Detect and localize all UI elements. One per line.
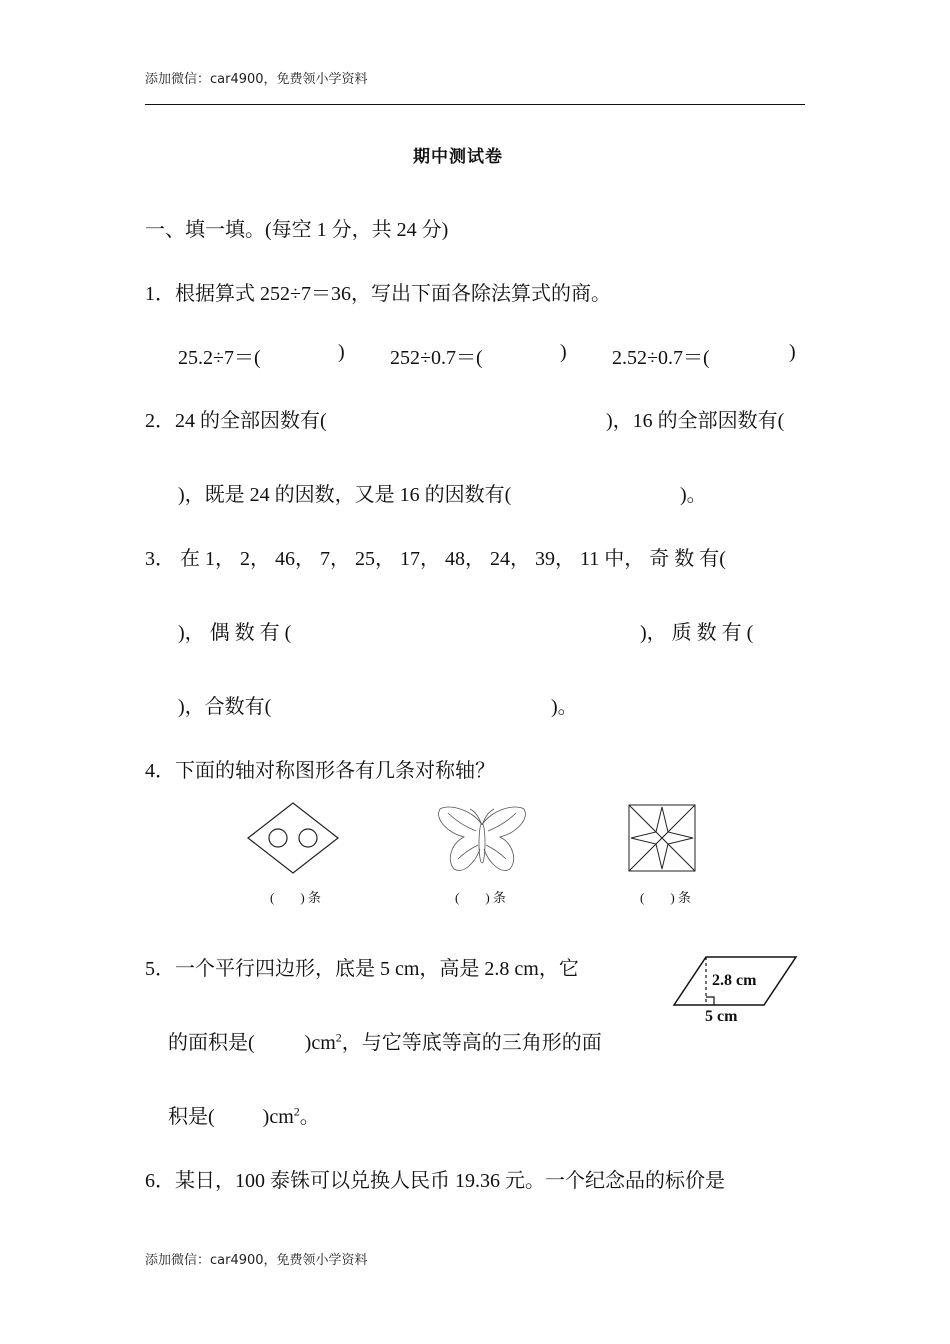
parallelogram-base-label: 5 cm — [705, 1008, 738, 1025]
q1-expr-a-close: ) — [338, 341, 345, 363]
q1-expr-a: 25.2÷7＝( — [178, 347, 261, 369]
q3-line2-b: )， 质 数 有 ( — [640, 622, 754, 644]
q4-caption-3: ( ) 条 — [640, 890, 691, 905]
parallelogram-height-label: 2.8 cm — [712, 972, 757, 989]
q4-caption-2: ( ) 条 — [455, 890, 506, 905]
q3-line2-a: )， 偶 数 有 ( — [178, 622, 292, 644]
q2-line2-b: )。 — [680, 484, 707, 506]
q4-text: 4．下面的轴对称图形各有几条对称轴？ — [145, 760, 495, 782]
q5-line3-a: 积是( — [168, 1106, 215, 1128]
q3-line3-a: )，合数有( — [178, 696, 272, 718]
q2-line1-a: 2．24 的全部因数有( — [145, 410, 327, 432]
q3-line1: 3． 在 1， 2， 46， 7， 25， 17， 48， 24， 39， 11 中， 奇 数 有( — [145, 548, 726, 570]
q4-caption-1: ( ) 条 — [270, 890, 321, 905]
section-heading: 一、填一填。(每空 1 分，共 24 分) — [145, 219, 449, 241]
rhombus-figure — [245, 800, 341, 876]
q1-expr-b-close: ) — [560, 341, 567, 363]
header-rule — [145, 104, 805, 105]
q5-line1: 5．一个平行四边形，底是 5 cm，高是 2.8 cm，它 — [145, 958, 579, 980]
q3-line3-b: )。 — [551, 696, 578, 718]
q2-line2-a: )，既是 24 的因数，又是 16 的因数有( — [178, 484, 512, 506]
q5-line3 — [168, 1100, 320, 1129]
page-title: 期中测试卷 — [413, 147, 503, 167]
butterfly-figure — [436, 803, 528, 879]
q6-line1: 6．某日，100 泰铢可以兑换人民币 19.36 元。一个纪念品的标价是 — [145, 1170, 725, 1192]
square-star-figure — [627, 803, 697, 873]
q5-line2-c: ，与它等底等高的三角形的面 — [341, 1032, 602, 1054]
q1-text: 1．根据算式 252÷7＝36，写出下面各除法算式的商。 — [145, 283, 611, 305]
q5-line3-sup: 2 — [293, 1104, 300, 1119]
q1-expr-c-close: ) — [789, 341, 796, 363]
footer-note: 添加微信：car4900，免费领小学资料 — [145, 1253, 368, 1268]
q2-line1-b: )，16 的全部因数有( — [606, 410, 785, 432]
q5-line2-sup: 2 — [335, 1030, 342, 1045]
q5-line2-a: 的面积是( — [168, 1032, 255, 1054]
q5-line3-b: )cm — [262, 1106, 294, 1128]
q5-line2 — [168, 1026, 602, 1055]
q5-line2-b: )cm — [304, 1032, 336, 1054]
header-note: 添加微信：car4900，免费领小学资料 — [145, 72, 368, 87]
q1-expr-b: 252÷0.7＝( — [390, 347, 483, 369]
q5-line3-c: 。 — [299, 1106, 320, 1128]
q1-expr-c: 2.52÷0.7＝( — [612, 347, 710, 369]
